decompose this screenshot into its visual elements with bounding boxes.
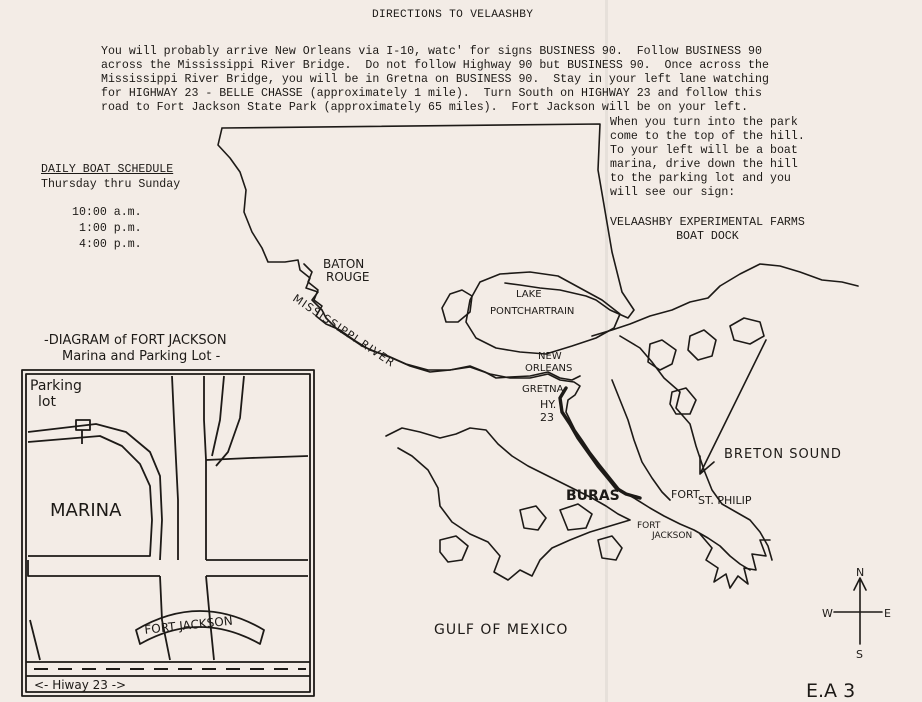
diagram-frame-inner — [26, 374, 310, 692]
map-label-baton-rouge: ROUGE — [326, 270, 370, 284]
page-title: DIRECTIONS TO VELAASHBY — [372, 9, 534, 21]
road-branch — [212, 376, 244, 466]
map-label-new-orleans: ORLEANS — [525, 363, 573, 374]
directions-line: You will probably arrive New Orleans via I-10, watc' for signs BUSINESS 90. Follow BUSINESS 90 — [101, 45, 762, 58]
park-line: to the parking lot and you — [610, 172, 791, 185]
diagram-title: Marina and Parking Lot - — [62, 349, 221, 364]
map-label-gretna: GRETNA — [522, 384, 564, 395]
diagram-label-hiway: <- Hiway 23 -> — [34, 678, 127, 692]
schedule-days: Thursday thru Sunday — [41, 178, 181, 191]
schedule-time: 4:00 p.m. — [79, 238, 142, 251]
map-label-river: MISSISSIPPI RIVER — [290, 291, 398, 370]
map-label-baton-rouge: BATON — [323, 257, 365, 271]
map-label-hy23: 23 — [540, 411, 554, 424]
compass-label-e: E — [884, 607, 891, 620]
compass-rose — [834, 578, 882, 644]
diagram-label-parking: Parking — [30, 378, 82, 394]
sign-post — [76, 420, 90, 444]
park-line: will see our sign: — [610, 186, 736, 199]
road-east — [206, 456, 308, 560]
state-border — [218, 124, 634, 380]
directions-line: road to Fort Jackson State Park (approximately 65 miles). Fort Jackson will be on your left. — [101, 101, 749, 114]
directions-line: for HIGHWAY 23 - BELLE CHASSE (approximately 1 mile). Turn South on HIGHWAY 23 and follow this — [101, 87, 762, 100]
park-line: marina, drive down the hill — [610, 158, 798, 171]
road-right — [204, 376, 206, 560]
map-label-gulf-of-mexico: GULF OF MEXICO — [434, 622, 569, 638]
diagram-label-marina: MARINA — [50, 500, 122, 521]
marsh-islands — [648, 318, 764, 414]
directions-line: across the Mississippi River Bridge. Do not follow Highway 90 but BUSINESS 90. Once across the — [101, 59, 769, 72]
marina-basin — [28, 436, 152, 556]
page-code: E.A 3 — [806, 680, 856, 702]
map-label-lake: PONTCHARTRAIN — [490, 306, 575, 317]
map-label-buras: BURAS — [566, 488, 620, 504]
map-label-fort-jackson: JACKSON — [652, 531, 693, 541]
park-line: When you turn into the park — [610, 116, 798, 129]
left-edge — [30, 620, 40, 660]
schedule-title: DAILY BOAT SCHEDULE — [41, 163, 174, 176]
park-line: come to the top of the hill. — [610, 130, 805, 143]
diagram-label-fort-jackson-sign: FORT JACKSON — [143, 613, 234, 637]
western-coast — [386, 428, 630, 580]
marina-lane — [28, 424, 162, 560]
map-label-new-orleans: NEW — [538, 351, 562, 362]
park-line: To your left will be a boat — [610, 144, 798, 157]
map-label-hy23: HY. — [540, 398, 557, 411]
diagram-title: -DIAGRAM of FORT JACKSON — [44, 333, 227, 348]
schedule-time: 1:00 p.m. — [79, 222, 142, 235]
directions-line: Mississippi River Bridge, you will be in Gretna on BUSINESS 90. Stay in your left lane watching — [101, 73, 769, 86]
schedule-time: 10:00 a.m. — [72, 206, 142, 219]
compass-label-s: S — [856, 648, 863, 661]
map-label-fort-st-philip: ST. PHILIP — [698, 494, 752, 507]
compass-label-w: W — [822, 607, 833, 620]
map-label-breton-sound: BRETON SOUND — [724, 447, 842, 462]
marina-diagram — [22, 333, 314, 696]
sign-line: VELAASHBY EXPERIMENTAL FARMS — [610, 216, 805, 229]
highway-23 — [560, 388, 640, 498]
road-left — [172, 376, 178, 560]
map-label-lake: LAKE — [516, 289, 542, 300]
map-label-fort-st-philip: FORT — [671, 488, 700, 501]
diagram-label-parking: lot — [38, 394, 56, 410]
eastern-coast — [592, 264, 858, 560]
cross-road — [28, 560, 308, 660]
map-label-fort-jackson: FORT — [637, 521, 661, 531]
sign-line: BOAT DOCK — [676, 230, 739, 243]
compass-label-n: N — [856, 566, 865, 579]
